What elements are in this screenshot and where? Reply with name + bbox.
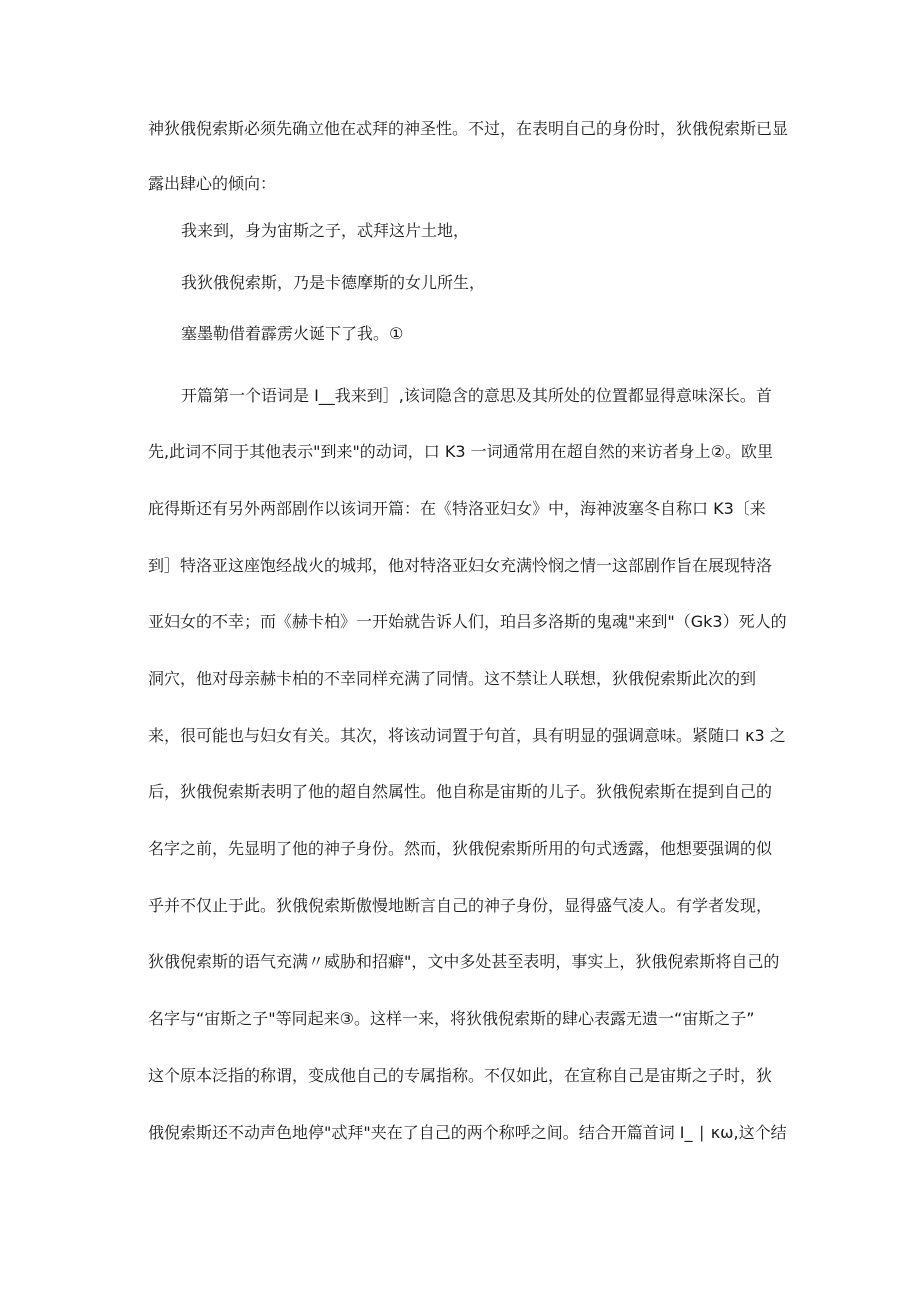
paragraph-line-2: 先,此词不同于其他表示"到来"的动词，口 K3 一词通常用在超自然的来访者身上②。欧里 [148,442,773,461]
paragraph-line-14: 俄倪索斯还不动声色地停"忒拜"夹在了自己的两个称呼之间。结合开篇首词 I_ ∣ κω,这个结 [148,1123,787,1142]
intro-line-2: 露出肆心的倾向： [148,174,277,193]
paragraph-line-4: 到］特洛亚这座饱经战火的城邦，他对特洛亚妇女充满怜悯之情一这部剧作旨在展现特洛 [148,556,773,575]
paragraph-line-12: 名字与“宙斯之子"等同起来③。这样一来，将狄俄倪索斯的肆心表露无遗一“宙斯之子” [148,1009,755,1028]
paragraph-line-3: 庇得斯还有另外两部剧作以该词开篇：在《特洛亚妇女》中，海神波塞冬自称口 K3〔来 [148,499,766,518]
paragraph-line-8: 后，狄俄倪索斯表明了他的超自然属性。他自称是宙斯的儿子。狄俄倪索斯在提到自己的 [148,782,773,801]
verse-line-2: 我狄俄倪索斯，乃是卡德摩斯的女儿所生， [181,273,486,292]
paragraph-line-10: 乎并不仅止于此。狄俄倪索斯傲慢地断言自己的神子身份，显得盛气凌人。有学者发现， [148,896,773,915]
paragraph-line-13: 这个原本泛指的称谓，变成他自己的专属指称。不仅如此，在宣称自己是宙斯之子时，狄 [148,1066,773,1085]
paragraph-line-11: 狄俄倪索斯的语气充满〃威胁和招癖"，文中多处甚至表明，事实上，狄俄倪索斯将自己的 [148,952,780,971]
paragraph-line-7: 来，很可能也与妇女有关。其次，将该动词置于句首，具有明显的强调意味。紧随口 κ3 之 [148,726,786,745]
verse-line-3: 塞墨勒借着霹雳火诞下了我。① [181,324,404,343]
paragraph-line-6: 洞穴，他对母亲赫卡柏的不幸同样充满了同情。这不禁让人联想，狄俄倪索斯此次的到 [148,669,757,688]
intro-line-1: 神狄俄倪索斯必须先确立他在忒拜的神圣性。不过，在表明自己的身份时，狄俄倪索斯已显 [148,119,789,138]
paragraph-line-5: 亚妇女的不幸；而《赫卡柏》一开始就告诉人们，珀吕多洛斯的鬼魂"来到"（Gk3）死人的 [148,612,787,631]
paragraph-line-9: 名字之前，先显明了他的神子身份。然而，狄俄倪索斯所用的句式透露，他想要强调的似 [148,839,773,858]
verse-line-1: 我来到，身为宙斯之子，忒拜这片土地， [181,221,470,240]
paragraph-line-1: 开篇第一个语词是 I__我来到］,该词隐含的意思及其所处的位置都显得意味深长。首 [181,386,772,405]
